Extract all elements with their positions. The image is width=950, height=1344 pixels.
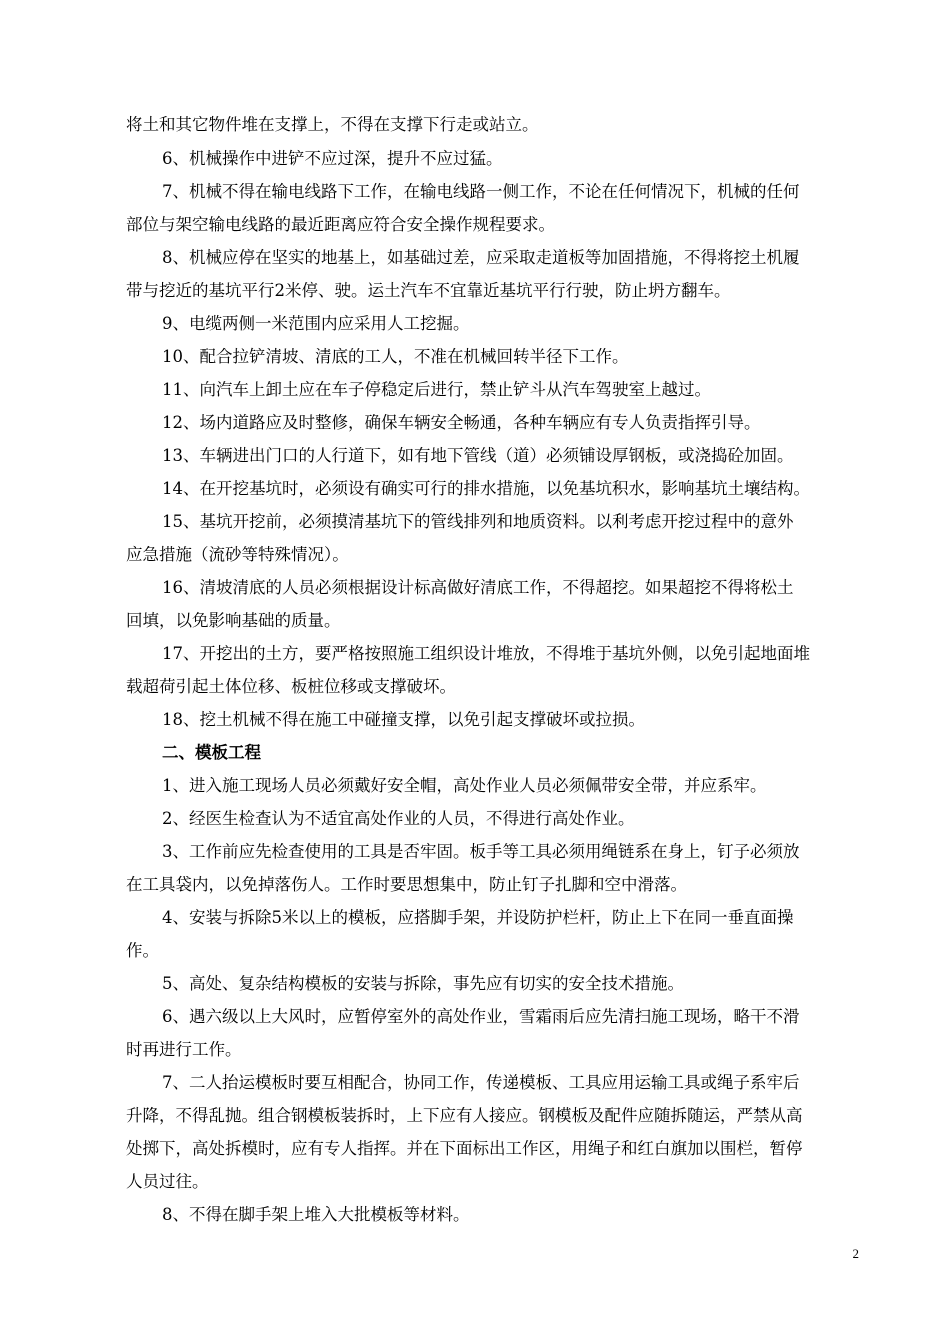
- text-line: 9、电缆两侧一米范围内应采用人工挖掘。: [162, 314, 470, 333]
- text-line: 升降，不得乱抛。组合钢模板装拆时，上下应有人接应。钢模板及配件应随拆随运，严禁从高: [126, 1106, 803, 1125]
- text-line: 人员过往。: [126, 1172, 209, 1191]
- text-line: 10、配合拉铲清坡、清底的工人，不准在机械回转半径下工作。: [162, 347, 629, 366]
- section-heading: 二、模板工程: [162, 743, 261, 762]
- text-line: 载超荷引起土体位移、板桩位移或支撑破坏。: [126, 677, 456, 696]
- text-line: 14、在开挖基坑时，必须设有确实可行的排水措施，以免基坑积水，影响基坑土壤结构。: [162, 479, 810, 498]
- text-line: 18、挖土机械不得在施工中碰撞支撑，以免引起支撑破坏或拉损。: [162, 710, 645, 729]
- text-line: 7、机械不得在输电线路下工作，在输电线路一侧工作，不论在任何情况下，机械的任何: [162, 182, 800, 201]
- text-line: 处掷下，高处拆模时，应有专人指挥。并在下面标出工作区，用绳子和红白旗加以围栏，暂停: [126, 1139, 803, 1158]
- text-line: 部位与架空输电线路的最近距离应符合安全操作规程要求。: [126, 215, 555, 234]
- page-number: 2: [852, 1246, 859, 1261]
- text-line: 7、二人抬运模板时要互相配合，协同工作，传递模板、工具应用运输工具或绳子系牢后: [162, 1073, 800, 1092]
- text-line: 6、遇六级以上大风时，应暂停室外的高处作业，雪霜雨后应先清扫施工现场，略干不滑: [162, 1007, 800, 1026]
- text-line: 11、向汽车上卸土应在车子停稳定后进行，禁止铲斗从汽车驾驶室上越过。: [162, 380, 711, 399]
- text-line: 8、机械应停在坚实的地基上，如基础过差，应采取走道板等加固措施，不得将挖土机履: [162, 248, 800, 267]
- text-line: 带与挖近的基坑平行2米停、驶。运土汽车不宜靠近基坑平行行驶，防止坍方翻车。: [126, 281, 731, 300]
- text-line: 8、不得在脚手架上堆入大批模板等材料。: [162, 1205, 470, 1224]
- text-line: 17、开挖出的土方，要严格按照施工组织设计堆放，不得堆于基坑外侧，以免引起地面堆: [162, 644, 810, 663]
- text-line: 应急措施（流砂等特殊情况）。: [126, 545, 349, 564]
- text-line: 1、进入施工现场人员必须戴好安全帽，高处作业人员必须佩带安全带，并应系牢。: [162, 776, 767, 795]
- text-line: 16、清坡清底的人员必须根据设计标高做好清底工作，不得超挖。如果超挖不得将松土: [162, 578, 794, 597]
- text-line: 时再进行工作。: [126, 1040, 242, 1059]
- text-line: 回填，以免影响基础的质量。: [126, 611, 341, 630]
- text-line: 12、场内道路应及时整修，确保车辆安全畅通，各种车辆应有专人负责指挥引导。: [162, 413, 761, 432]
- text-line: 作。: [126, 941, 159, 960]
- text-line: 15、基坑开挖前，必须摸清基坑下的管线排列和地质资料。以利考虑开挖过程中的意外: [162, 512, 794, 531]
- text-line: 6、机械操作中进铲不应过深，提升不应过猛。: [162, 149, 503, 168]
- text-line: 13、车辆进出门口的人行道下，如有地下管线（道）必须铺设厚钢板，或浇捣砼加固。: [162, 446, 794, 465]
- text-line: 在工具袋内，以免掉落伤人。工作时要思想集中，防止钉子扎脚和空中滑落。: [126, 875, 687, 894]
- text-line: 将土和其它物件堆在支撑上，不得在支撑下行走或站立。: [126, 115, 539, 134]
- text-line: 4、安装与拆除5米以上的模板，应搭脚手架，并设防护栏杆，防止上下在同一垂直面操: [162, 908, 794, 927]
- text-line: 3、工作前应先检查使用的工具是否牢固。板手等工具必须用绳链系在身上，钉子必须放: [162, 842, 800, 861]
- text-line: 5、高处、复杂结构模板的安装与拆除，事先应有切实的安全技术措施。: [162, 974, 684, 993]
- text-line: 2、经医生检查认为不适宜高处作业的人员，不得进行高处作业。: [162, 809, 635, 828]
